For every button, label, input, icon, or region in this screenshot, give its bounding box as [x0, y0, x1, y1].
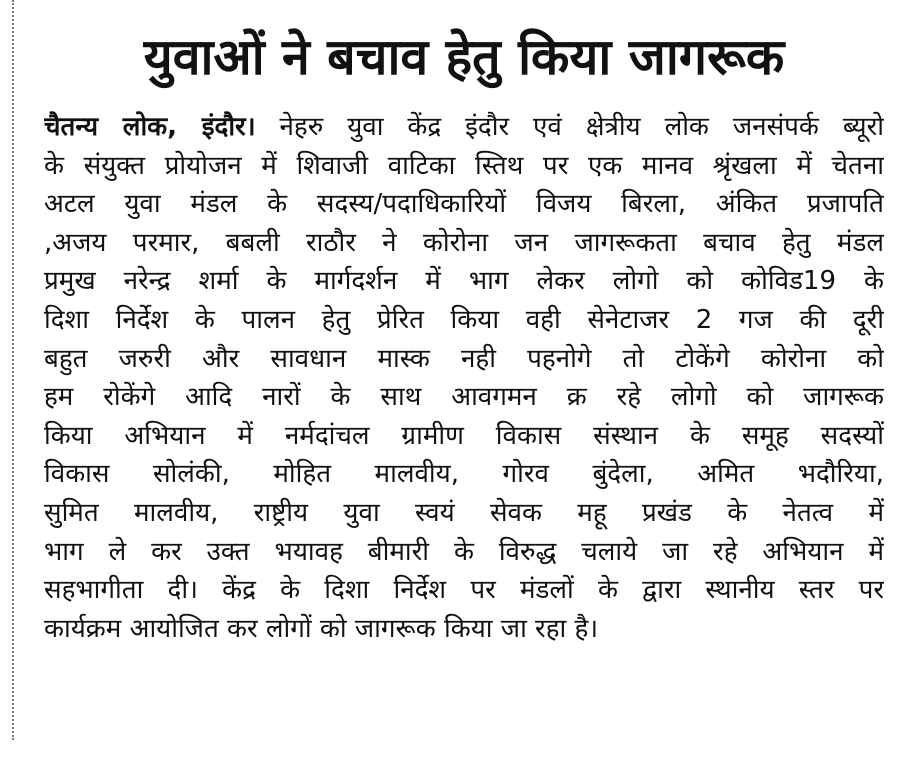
article-line-text: नेहरु युवा केंद्र इंदौर एवं क्षेत्रीय लोक जनसंपर्क ब्यूरो [255, 112, 884, 142]
article-line: के संयुक्त प्रोयोजन में शिवाजी वाटिका स्तिथ पर एक मानव श्रृंखला में चेतना [44, 150, 884, 181]
article-line: सुमित मालवीय, राष्ट्रीय युवा स्वयं सेवक महू प्रखंड के नेतत्व में [44, 497, 884, 528]
article-headline: युवाओं ने बचाव हेतु किया जागरूक [143, 28, 785, 86]
article-line: कार्यक्रम आयोजित कर लोगों को जागरूक किया जा रहा है। [44, 613, 599, 644]
article-body [44, 108, 884, 648]
column-divider [12, 0, 14, 740]
article-line: सहभागीता दी। केंद्र के दिशा निर्देश पर मंडलों के द्वारा स्थानीय स्तर पर [44, 575, 884, 606]
article-line: प्रमुख नरेन्द्र शर्मा के मार्गदर्शन में भाग लेकर लोगो को कोविड19 के [44, 266, 884, 297]
article-line: विकास सोलंकी, मोहित मालवीय, गोरव बुंदेला, अमित भदौरिया, [44, 459, 884, 490]
article-line: हम रोकेंगे आदि नारों के साथ आवगमन क्र रहे लोगो को जागरूक [44, 382, 884, 413]
article-line: किया अभियान में नर्मदांचल ग्रामीण विकास संस्थान के समूह सदस्यों [44, 420, 884, 451]
article-line: भाग ले कर उक्त भयावह बीमारी के विरुद्ध चलाये जा रहे अभियान में [44, 536, 884, 567]
news-article [44, 20, 884, 648]
article-line [44, 108, 884, 147]
article-line: दिशा निर्देश के पालन हेतु प्रेरित किया वही सेनेटाजर 2 गज की दूरी [44, 304, 884, 335]
article-line: ,अजय परमार, बबली राठौर ने कोरोना जन जागरूकता बचाव हेतु मंडल [44, 227, 884, 258]
article-line: अटल युवा मंडल के सदस्य/पदाधिकारियों विजय बिरला, अंकित प्रजापति [44, 189, 884, 220]
article-line: बहुत जरुरी और सावधान मास्क नही पहनोगे तो टोकेंगे कोरोना को [44, 343, 884, 374]
article-dateline: चैतन्य लोक, इंदौर। [44, 112, 256, 142]
